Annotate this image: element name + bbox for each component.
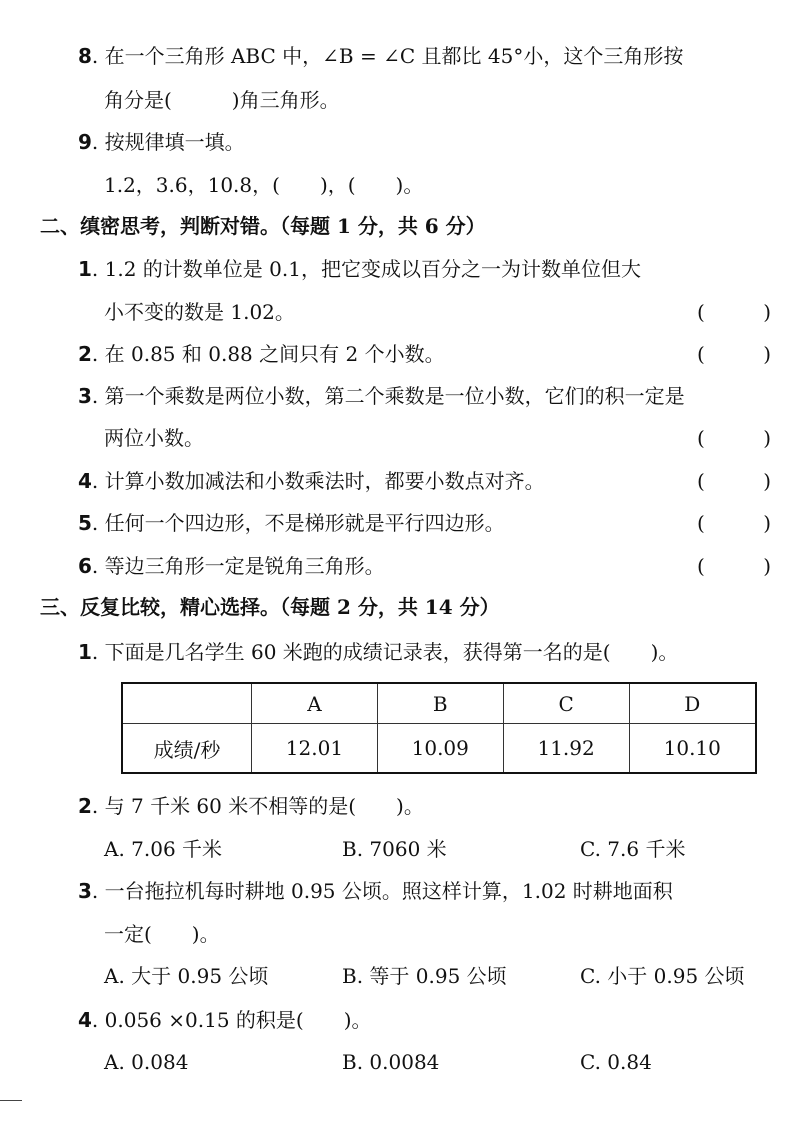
question-text: . 任何一个四边形，不是梯形就是平行四边形。 — [91, 511, 505, 535]
choice-question-4 — [78, 1006, 372, 1034]
question-9-line1 — [78, 128, 245, 156]
option-a[interactable]: A. 0.084 — [104, 1050, 189, 1074]
question-number: 8 — [78, 44, 92, 68]
judge-item-2 — [78, 340, 445, 368]
judge-item-1-line2: 小不变的数是 1.02。 — [104, 300, 295, 324]
option-a[interactable]: A. 7.06 千米 — [104, 837, 223, 861]
table-row — [122, 724, 756, 773]
question-9-sequence: 1.2，3.6，10.8，( )，( )。 — [104, 173, 424, 197]
choice-question-3-line2: 一定( )。 — [104, 922, 220, 946]
judge-item-6 — [78, 552, 385, 580]
question-text: . 1.2 的计数单位是 0.1，把它变成以百分之一为计数单位但大 — [91, 257, 641, 281]
question-text: . 0.056 ×0.15 的积是( )。 — [91, 1008, 372, 1032]
question-number: 6 — [78, 554, 92, 578]
judge-item-3-line2: 两位小数。 — [104, 426, 204, 450]
section-3-heading: 三、反复比较，精心选择。（每题 2 分，共 14 分） — [40, 595, 500, 619]
table-cell: B — [377, 683, 503, 724]
option-b[interactable]: B. 等于 0.95 公顷 — [342, 964, 507, 988]
page-corner-mark — [0, 1100, 22, 1101]
judge-item-3-line1 — [78, 382, 685, 410]
question-number: 2 — [78, 342, 92, 366]
question-8-line2: 角分是( )角三角形。 — [104, 88, 340, 112]
table-cell: 10.09 — [377, 724, 503, 773]
table-header-row — [122, 683, 756, 724]
table-cell — [122, 683, 252, 724]
option-c[interactable]: C. 7.6 千米 — [580, 837, 686, 861]
question-number: 1 — [78, 257, 92, 281]
question-number: 4 — [78, 469, 92, 493]
question-text: . 与 7 千米 60 米不相等的是( )。 — [91, 794, 424, 818]
question-number: 9 — [78, 130, 92, 154]
option-b[interactable]: B. 0.0084 — [342, 1050, 440, 1074]
question-text: . 第一个乘数是两位小数，第二个乘数是一位小数，它们的积一定是 — [91, 384, 685, 408]
score-table — [121, 682, 757, 774]
section-2-heading: 二、缜密思考，判断对错。（每题 1 分，共 6 分） — [40, 214, 486, 238]
judge-item-1-line1 — [78, 255, 641, 283]
question-text: . 在一个三角形 ABC 中，∠B = ∠C 且都比 45°小，这个三角形按 — [91, 44, 684, 68]
table-cell: 12.01 — [252, 724, 378, 773]
judge-item-4 — [78, 467, 545, 495]
table-cell: C — [503, 683, 629, 724]
question-text: . 在 0.85 和 0.88 之间只有 2 个小数。 — [91, 342, 445, 366]
question-text: . 等边三角形一定是锐角三角形。 — [91, 554, 385, 578]
option-a[interactable]: A. 大于 0.95 公顷 — [104, 964, 269, 988]
question-number: 2 — [78, 794, 92, 818]
table-cell: A — [252, 683, 378, 724]
question-number: 1 — [78, 640, 92, 664]
question-number: 4 — [78, 1008, 92, 1032]
question-number: 3 — [78, 384, 92, 408]
question-number: 3 — [78, 879, 92, 903]
question-number: 5 — [78, 511, 92, 535]
option-c[interactable]: C. 小于 0.95 公顷 — [580, 964, 745, 988]
option-c[interactable]: C. 0.84 — [580, 1050, 652, 1074]
question-text: . 下面是几名学生 60 米跑的成绩记录表，获得第一名的是( )。 — [91, 640, 679, 664]
table-cell: 成绩/秒 — [122, 724, 252, 773]
choice-question-1 — [78, 638, 678, 666]
choice-question-2 — [78, 792, 424, 820]
table-cell: D — [629, 683, 756, 724]
question-text: . 按规律填一填。 — [91, 130, 245, 154]
question-8-line1 — [78, 42, 683, 70]
option-b[interactable]: B. 7060 米 — [342, 837, 447, 861]
table-cell: 10.10 — [629, 724, 756, 773]
question-text: . 计算小数加减法和小数乘法时，都要小数点对齐。 — [91, 469, 545, 493]
judge-item-5 — [78, 509, 505, 537]
choice-question-3-line1 — [78, 877, 673, 905]
question-text: . 一台拖拉机每时耕地 0.95 公顷。照这样计算，1.02 时耕地面积 — [91, 879, 673, 903]
table-cell: 11.92 — [503, 724, 629, 773]
